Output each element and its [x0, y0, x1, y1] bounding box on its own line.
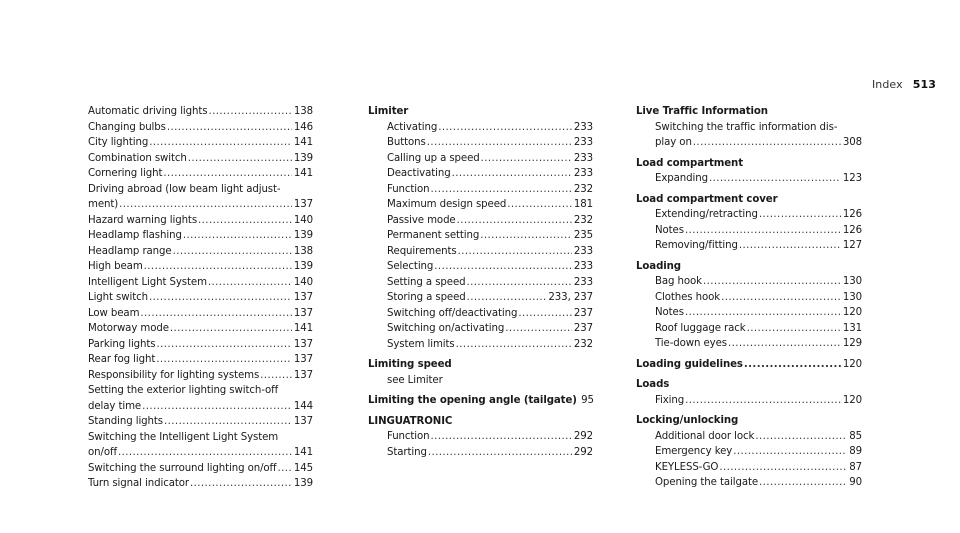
index-heading: [368, 393, 593, 409]
entry-text: play on: [655, 137, 692, 148]
index-entry: [636, 460, 862, 476]
index-entry: [88, 306, 313, 322]
index-entry: [636, 238, 862, 254]
leader-dots: [434, 259, 572, 275]
page-reference: 90: [849, 477, 862, 488]
entry-text: Requirements: [387, 245, 457, 257]
index-entry: [368, 244, 593, 260]
index-entry: [88, 197, 313, 213]
leader-dots: [119, 197, 292, 213]
index-entry: [88, 290, 313, 306]
leader-dots: [163, 166, 292, 182]
leader-dots: [118, 445, 292, 461]
index-heading: [368, 414, 593, 430]
page-reference: 233: [573, 152, 593, 164]
page-reference: 141: [293, 323, 313, 334]
index-entry: [88, 182, 313, 198]
page-reference: 126: [842, 209, 862, 220]
leader-dots: [438, 120, 572, 136]
index-entry: [368, 290, 593, 306]
entry-text: Switching the traffic information dis-: [655, 121, 838, 133]
page-reference: 181: [573, 199, 593, 210]
leader-dots: [703, 274, 841, 290]
index-entry: [368, 337, 593, 353]
leader-dots: [208, 275, 292, 291]
entry-text: Notes: [655, 224, 684, 236]
index-heading: [368, 357, 593, 373]
entry-text: Function: [387, 183, 430, 195]
page-reference: 137: [293, 369, 313, 381]
leader-dots: [149, 290, 292, 306]
index-entry: [636, 429, 862, 445]
page-reference: 95: [581, 395, 594, 406]
entry-text: Bag hook: [655, 276, 702, 287]
entry-text: delay time: [88, 400, 142, 412]
page-reference: 139: [293, 261, 313, 272]
page-reference: 237: [573, 307, 593, 319]
leader-dots: [685, 223, 841, 239]
page-reference: 120: [842, 307, 862, 318]
leader-dots: [685, 393, 841, 409]
entry-text: Removing/fitting: [655, 240, 738, 251]
page-reference: 145: [293, 462, 313, 474]
entry-text: Headlamp flashing: [88, 230, 182, 241]
entry-text: Additional door lock: [655, 430, 755, 442]
page-reference: 233: [573, 121, 593, 133]
index-entry: [368, 373, 593, 389]
index-entry: [88, 337, 313, 353]
heading-text: Limiting the opening angle (tailgate): [368, 395, 577, 406]
heading-text: Limiter: [368, 106, 409, 117]
entry-text: Calling up a speed: [387, 152, 480, 164]
entry-text: Intelligent Light System: [88, 276, 207, 288]
index-entry: [88, 445, 313, 461]
page-reference: 120: [842, 394, 862, 406]
page-reference: 233, 237: [548, 292, 593, 303]
leader-dots: [467, 290, 547, 306]
index-entry: [368, 228, 593, 244]
leader-dots: [709, 171, 841, 187]
leader-dots: [140, 306, 291, 322]
entry-text: Parking lights: [88, 338, 156, 350]
index-entry: [368, 135, 593, 151]
page-reference: 138: [293, 245, 313, 257]
page-reference: 292: [573, 446, 593, 458]
index-column-1: [88, 104, 313, 492]
index-entry: [368, 275, 593, 291]
leader-dots: [149, 135, 292, 151]
page-reference: 85: [849, 430, 862, 442]
index-entry: [368, 321, 593, 337]
page-reference: 141: [293, 168, 313, 179]
leader-dots: [721, 290, 841, 306]
leader-dots: [428, 445, 572, 461]
leader-dots: [507, 197, 572, 213]
leader-dots: [747, 321, 841, 337]
leader-dots: [167, 120, 292, 136]
leader-dots: [198, 213, 292, 229]
leader-dots: [208, 104, 291, 120]
index-entry: [636, 336, 862, 352]
entry-text: Tie-down eyes: [655, 338, 727, 349]
index-entry: [88, 352, 313, 368]
index-entry: [368, 429, 593, 445]
page-reference: 233: [573, 276, 593, 288]
leader-dots: [173, 244, 292, 260]
index-entry: [636, 444, 862, 460]
page-reference: 232: [573, 183, 593, 195]
page-reference: 308: [842, 137, 862, 148]
index-entry: [88, 461, 313, 477]
entry-text: Storing a speed: [387, 292, 466, 303]
index-entry: [88, 414, 313, 430]
index-entry: [636, 393, 862, 409]
index-entry: [88, 166, 313, 182]
leader-dots: [142, 399, 292, 415]
entry-text: System limits: [387, 338, 455, 350]
leader-dots: [452, 166, 572, 182]
leader-dots: [480, 228, 572, 244]
index-entry: [88, 259, 313, 275]
page-reference: 137: [293, 199, 313, 210]
leader-dots: [759, 207, 841, 223]
leader-dots: [733, 444, 846, 460]
section-label: Index: [871, 78, 903, 91]
entry-text: on/off: [88, 447, 117, 458]
page-reference: 232: [573, 214, 593, 226]
page-reference: 233: [573, 137, 593, 148]
entry-text: Notes: [655, 307, 684, 318]
page-reference: 233: [573, 168, 593, 179]
page-reference: 137: [293, 338, 313, 350]
index-entry: [88, 430, 313, 446]
entry-text: Motorway mode: [88, 323, 169, 334]
entry-text: Cornering light: [88, 168, 163, 179]
index-entry: [88, 321, 313, 337]
entry-text: Function: [387, 431, 430, 442]
leader-dots: [431, 429, 572, 445]
entry-text: Automatic driving lights: [88, 106, 208, 117]
leader-dots: [427, 135, 572, 151]
index-heading: [636, 156, 862, 172]
entry-text: High beam: [88, 261, 143, 272]
index-entry: [88, 383, 313, 399]
page-reference: 140: [293, 214, 313, 226]
entry-text: KEYLESS-GO: [655, 461, 719, 473]
index-heading: [636, 192, 862, 208]
leader-dots: [759, 475, 846, 491]
entry-text: Driving abroad (low beam light adjust-: [88, 183, 281, 195]
heading-text: LINGUATRONIC: [368, 415, 453, 427]
page-reference: 137: [293, 416, 313, 427]
entry-text: Expanding: [655, 173, 708, 184]
leader-dots: [458, 244, 572, 260]
leader-dots: [719, 460, 846, 476]
page-number: 513: [912, 78, 936, 91]
heading-text: Locking/unlocking: [636, 415, 739, 426]
index-entry: [88, 135, 313, 151]
leader-dots: [164, 414, 292, 430]
page-reference: 144: [293, 400, 313, 412]
heading-text: Limiting speed: [368, 359, 452, 370]
leader-dots: [157, 337, 292, 353]
page-reference: 139: [293, 152, 313, 164]
index-entry: [88, 120, 313, 136]
index-entry: [636, 135, 862, 151]
page-reference: 235: [573, 230, 593, 241]
index-entry: [636, 223, 862, 239]
page-reference: 137: [293, 292, 313, 303]
entry-text: Buttons: [387, 137, 426, 148]
page-reference: 138: [293, 106, 313, 117]
entry-text: see Limiter: [387, 374, 443, 386]
page-reference: 292: [573, 431, 593, 442]
index-entry: [88, 151, 313, 167]
entry-text: Opening the tailgate: [655, 477, 759, 488]
entry-text: Switching on/activating: [387, 323, 505, 334]
entry-text: Clothes hook: [655, 291, 721, 303]
page-reference: 130: [842, 276, 862, 287]
entry-text: Fixing: [655, 394, 685, 406]
index-entry: [368, 120, 593, 136]
index-entry: [88, 399, 313, 415]
entry-text: Switching the surround lighting on/off: [88, 462, 277, 474]
page-reference: 127: [842, 240, 862, 251]
index-heading: [636, 357, 862, 373]
page-reference: 87: [849, 461, 862, 473]
leader-dots: [744, 357, 841, 373]
heading-text: Load compartment: [636, 157, 743, 169]
index-entry: [636, 207, 862, 223]
leader-dots: [505, 321, 572, 337]
page-reference: 141: [293, 447, 313, 458]
index-heading: [636, 377, 862, 393]
leader-dots: [457, 213, 572, 229]
index-entry: [88, 244, 313, 260]
leader-dots: [260, 368, 292, 384]
entry-text: City lighting: [88, 137, 149, 148]
index-entry: [88, 476, 313, 492]
leader-dots: [156, 352, 292, 368]
page-reference: 140: [293, 276, 313, 288]
heading-text: Loading: [636, 260, 681, 272]
index-entry: [368, 182, 593, 198]
page-reference: 126: [842, 224, 862, 236]
page-reference: 139: [293, 478, 313, 489]
index-entry: [368, 213, 593, 229]
page-reference: 130: [842, 291, 862, 303]
index-entry: [368, 166, 593, 182]
page-reference: 233: [573, 245, 593, 257]
entry-text: Roof luggage rack: [655, 322, 746, 334]
page-reference: 232: [573, 338, 593, 350]
leader-dots: [188, 151, 292, 167]
leader-dots: [278, 461, 292, 477]
page-reference: 146: [293, 121, 313, 133]
leader-dots: [685, 305, 841, 321]
entry-text: Standing lights: [88, 416, 164, 427]
entry-text: Hazard warning lights: [88, 214, 198, 226]
index-entry: [368, 445, 593, 461]
index-entry: [88, 275, 313, 291]
page-reference: 137: [293, 307, 313, 319]
leader-dots: [728, 336, 841, 352]
leader-dots: [431, 182, 572, 198]
entry-text: Starting: [387, 446, 427, 458]
index-entry: [636, 290, 862, 306]
index-entry: [368, 151, 593, 167]
entry-text: Low beam: [88, 307, 140, 319]
leader-dots: [518, 306, 572, 322]
entry-text: Light switch: [88, 292, 148, 303]
entry-text: Maximum design speed: [387, 199, 507, 210]
entry-text: Turn signal indicator: [88, 478, 189, 489]
index-column-2: [368, 104, 593, 460]
entry-text: Selecting: [387, 261, 434, 272]
index-entry: [368, 306, 593, 322]
heading-text: Live Traffic Information: [636, 106, 768, 117]
entry-text: Responsibility for lighting systems: [88, 369, 260, 381]
leader-dots: [456, 337, 572, 353]
leader-dots: [183, 228, 292, 244]
index-entry: [88, 104, 313, 120]
index-entry: [636, 321, 862, 337]
heading-text: Loads: [636, 379, 670, 390]
leader-dots: [755, 429, 846, 445]
leader-dots: [466, 275, 571, 291]
leader-dots: [144, 259, 292, 275]
index-entry: [88, 213, 313, 229]
entry-text: Headlamp range: [88, 245, 172, 257]
index-column-3: [636, 104, 862, 491]
index-entry: [636, 120, 862, 136]
heading-text: Loading guidelines: [636, 358, 743, 370]
index-entry: [88, 368, 313, 384]
heading-text: Load compartment cover: [636, 193, 778, 205]
entry-text: Activating: [387, 121, 438, 133]
page-reference: 120: [842, 358, 862, 370]
entry-text: Combination switch: [88, 152, 187, 164]
entry-text: Passive mode: [387, 214, 456, 226]
page-reference: 141: [293, 137, 313, 148]
entry-text: Switching the Intelligent Light System: [88, 431, 279, 443]
index-heading: [636, 413, 862, 429]
index-entry: [368, 259, 593, 275]
index-heading: [368, 104, 593, 120]
entry-text: Deactivating: [387, 168, 451, 179]
page-reference: 123: [842, 173, 862, 184]
entry-text: Permanent setting: [387, 230, 480, 241]
entry-text: Rear fog light: [88, 354, 156, 365]
index-entry: [636, 274, 862, 290]
page-reference: 137: [293, 354, 313, 365]
entry-text: Extending/retracting: [655, 209, 758, 220]
leader-dots: [170, 321, 292, 337]
leader-dots: [739, 238, 841, 254]
index-entry: [88, 228, 313, 244]
entry-text: ment): [88, 199, 119, 210]
index-entry: [368, 197, 593, 213]
leader-dots: [693, 135, 841, 151]
page-reference: 237: [573, 323, 593, 334]
entry-text: Setting the exterior lighting switch-off: [88, 385, 279, 396]
index-heading: [636, 104, 862, 120]
entry-text: Emergency key: [655, 446, 733, 457]
page-reference: 89: [849, 446, 862, 457]
index-entry: [636, 305, 862, 321]
index-entry: [636, 171, 862, 187]
page-reference: 131: [842, 322, 862, 334]
entry-text: Setting a speed: [387, 276, 466, 288]
page-reference: 129: [842, 338, 862, 349]
entry-text: Switching off/deactivating: [387, 307, 518, 319]
index-heading: [636, 259, 862, 275]
page-header: [872, 78, 936, 91]
leader-dots: [190, 476, 292, 492]
entry-text: Changing bulbs: [88, 121, 166, 133]
leader-dots: [481, 151, 572, 167]
page-reference: 139: [293, 230, 313, 241]
page-reference: 233: [573, 261, 593, 272]
index-entry: [636, 475, 862, 491]
